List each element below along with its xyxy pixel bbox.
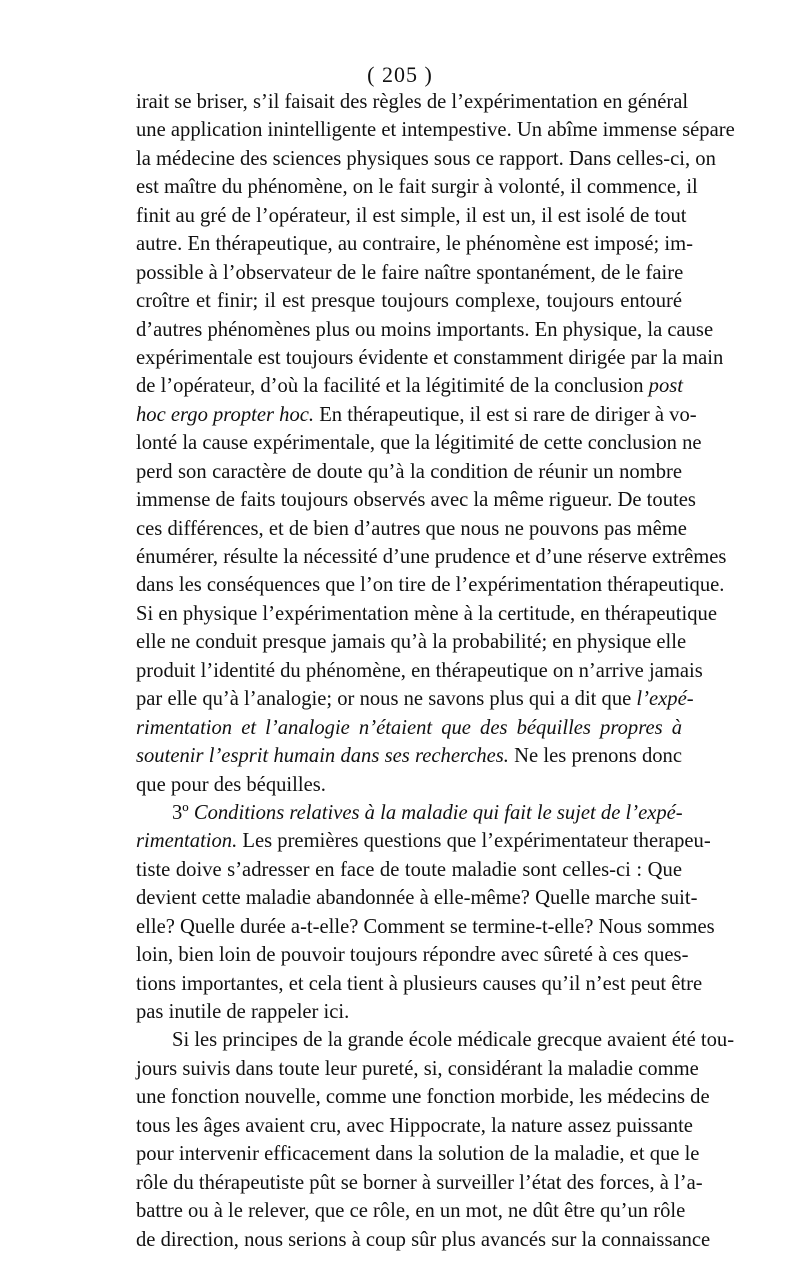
text-segment: loin, bien loin de pouvoir toujours répondre avec sûreté à ces ques- [136,944,689,967]
italic-segment: rimentation et l’analogie n’étaient que des béquilles propres à [136,716,682,739]
text-segment: une fonction nouvelle, comme une fonction morbide, les médecins de [136,1086,710,1109]
text-segment: produit l’identité du phénomène, en thérapeutique on n’arrive jamais [136,659,703,682]
text-line [136,1197,686,1225]
text-line [136,742,682,770]
text-line [136,202,687,230]
text-segment: tous les âges avaient cru, avec Hippocrate, la nature assez puissante [136,1114,693,1137]
text-segment: finit au gré de l’opérateur, il est simple, il est un, il est isolé de tout [136,204,687,227]
text-segment: En thérapeutique, il est si rare de diriger à vo- [314,403,697,426]
text-line [136,230,693,258]
text-segment: irait se briser, s’il faisait des règles de l’expérimentation en général [136,91,689,113]
text-line [136,1083,710,1111]
text-segment: possible à l’observateur de le faire naître spontanément, de le faire [136,261,684,284]
text-line [136,571,725,599]
text-segment: une application inintelligente et intempestive. Un abîme immense sépare [136,119,735,142]
italic-segment: l’expé- [636,688,694,711]
text-line [136,287,682,315]
text-line [136,714,682,742]
text-line [136,145,716,173]
text-segment: Ne les prenons donc [508,745,682,768]
text-line [136,998,682,1026]
text-segment: devient cette maladie abandonnée à elle-même? Quelle marche suit- [136,887,698,910]
text-line [136,173,698,201]
text-segment: dans les conséquences que l’on tire de l’expérimentation thérapeutique. [136,574,725,597]
text-segment: tiste doive s’adresser en face de toute maladie sont celles-ci : Que [136,858,682,881]
text-segment: 3º [172,801,194,824]
text-segment: elle? Quelle durée a-t-elle? Comment se termine-t-elle? Nous sommes [136,915,715,938]
italic-segment: soutenir l’esprit humain dans ses recherches. [136,745,509,768]
text-segment: de l’opérateur, d’où la facilité et la légitimité de la conclusion [136,375,649,398]
text-segment: ces différences, et de bien d’autres que nous ne pouvons pas même [136,517,687,540]
text-line [136,970,703,998]
text-segment: expérimentale est toujours évidente et constamment dirigée par la main [136,346,724,369]
text-segment: jours suivis dans toute leur pureté, si, considérant la maladie comme [136,1057,699,1080]
text-segment: est maître du phénomène, on le fait surgir à volonté, il commence, il [136,176,698,199]
text-line [136,486,696,514]
text-line [136,1026,735,1054]
text-line [136,1112,693,1140]
text-line [136,116,735,144]
text-line [136,259,682,287]
text-segment: croître et finir; il est presque toujours complexe, toujours entouré [136,290,682,313]
text-segment: autre. En thérapeutique, au contraire, le phénomène est imposé; im- [136,233,693,256]
text-line [136,1055,699,1083]
text-segment: pour intervenir efficacement dans la solution de la maladie, et que le [136,1143,700,1166]
text-line [136,401,697,429]
text-line [136,827,711,855]
text-segment: Si les principes de la grande école médicale grecque avaient été tou- [172,1029,735,1052]
text-line [136,941,689,969]
text-line [136,685,694,713]
text-line [136,884,698,912]
text-segment: perd son caractère de doute qu’à la condition de réunir un nombre [136,460,682,483]
italic-segment: post [648,375,684,398]
body-text [136,88,735,1254]
text-line [136,88,689,116]
text-line [136,628,687,656]
text-segment: rôle du thérapeutiste pût se borner à surveiller l’état des forces, à l’a- [136,1171,703,1194]
text-line [136,1226,711,1254]
text-segment: immense de faits toujours observés avec la même rigueur. De toutes [136,489,696,512]
text-line [136,372,682,400]
text-segment: elle ne conduit presque jamais qu’à la probabilité; en physique elle [136,631,687,654]
text-line [136,856,682,884]
text-line [136,543,727,571]
text-segment: tions importantes, et cela tient à plusieurs causes qu’il n’est peut être [136,972,703,995]
text-line [136,1140,700,1168]
text-segment: Les premières questions que l’expérimentateur therapeu- [237,830,711,853]
text-line [136,316,714,344]
text-segment: par elle qu’à l’analogie; or nous ne savons plus qui a dit que [136,688,637,711]
text-line [136,1169,703,1197]
text-line [136,458,682,486]
text-line [136,657,703,685]
text-line [136,515,687,543]
text-line [136,429,702,457]
text-line [136,799,682,827]
text-segment: lonté la cause expérimentale, que la légitimité de cette conclusion ne [136,432,702,455]
text-segment: pas inutile de rappeler ici. [136,1001,350,1023]
italic-segment: rimentation. [136,830,238,853]
text-segment: la médecine des sciences physiques sous ce rapport. Dans celles-ci, on [136,147,716,170]
italic-segment: Conditions relatives à la maladie qui fait le sujet de l’expé- [193,801,683,824]
text-line [136,913,715,941]
text-line [136,600,717,628]
text-segment: Si en physique l’expérimentation mène à la certitude, en thérapeutique [136,602,717,625]
page-number: ( 205 ) [367,62,433,87]
text-segment: que pour des béquilles. [136,773,326,796]
italic-segment: hoc ergo propter hoc. [136,403,315,426]
text-segment: d’autres phénomènes plus ou moins importants. En physique, la cause [136,318,714,341]
text-segment: énumérer, résulte la nécessité d’une prudence et d’une réserve extrêmes [136,546,727,568]
text-line [136,771,682,799]
text-segment: de direction, nous serions à coup sûr plus avancés sur la connaissance [136,1228,711,1251]
text-segment: battre ou à le relever, que ce rôle, en un mot, ne dût être qu’un rôle [136,1200,686,1223]
text-line [136,344,724,372]
